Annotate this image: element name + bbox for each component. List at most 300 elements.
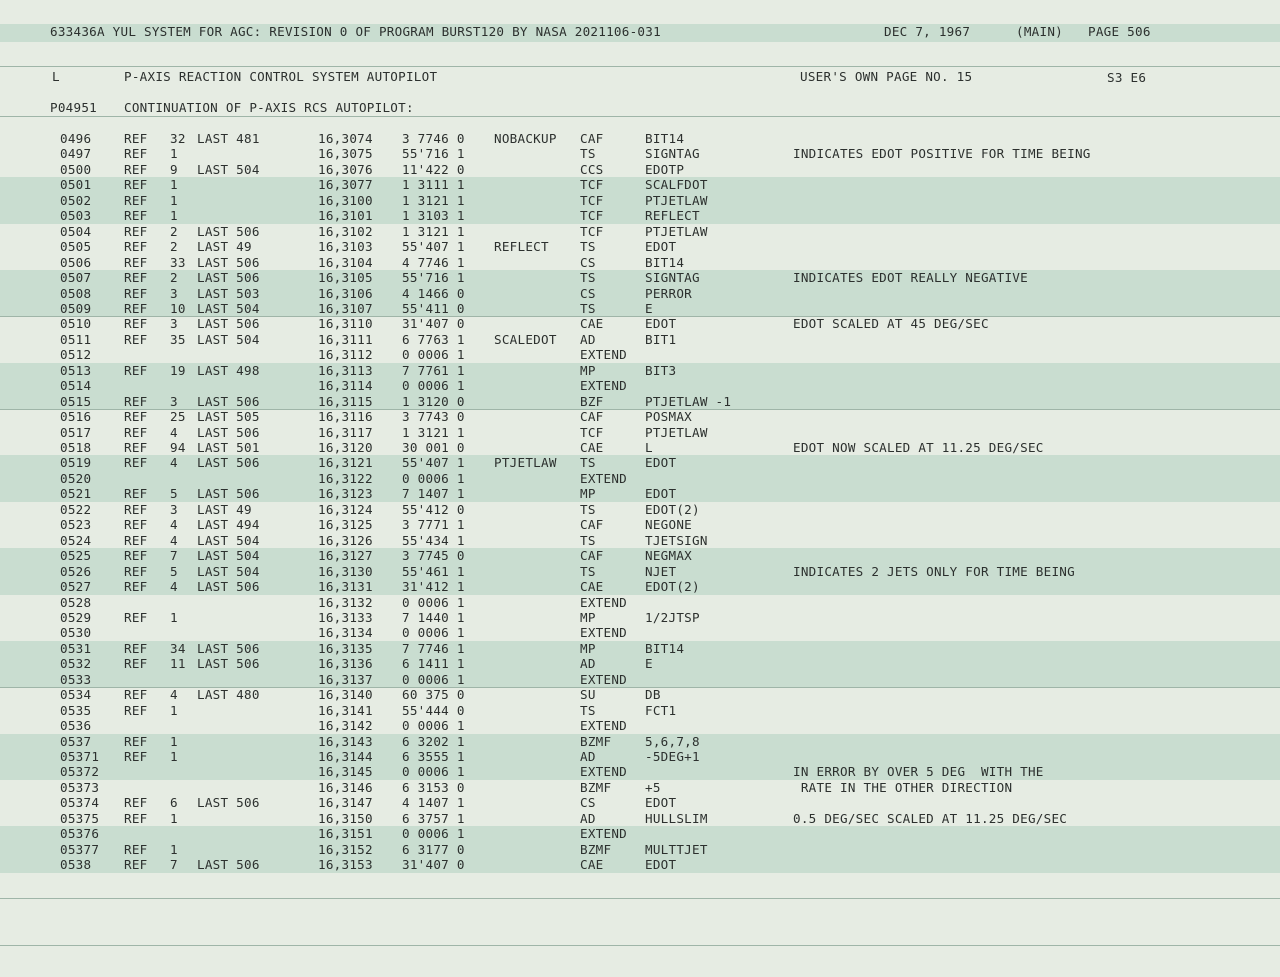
opcode: TS [580, 270, 596, 286]
opcode: CS [580, 795, 596, 811]
line-number: 05377 [60, 841, 100, 857]
line-number: 0506 [60, 254, 92, 270]
line-number: 0534 [60, 687, 92, 703]
ref-label: REF [124, 579, 148, 595]
operand: L [645, 440, 653, 455]
opcode: EXTEND [580, 764, 627, 780]
address: 16,3153 [318, 857, 373, 873]
operand: EDOT(2) [645, 501, 700, 517]
last-ref: LAST 481 [197, 131, 260, 146]
opcode: TS [580, 300, 596, 316]
opcode: CAF [580, 409, 604, 425]
line-number: 0508 [60, 285, 92, 301]
address: 16,3100 [318, 192, 373, 208]
address: 16,3147 [318, 795, 373, 811]
address: 16,3123 [318, 486, 373, 502]
address: 16,3145 [318, 764, 373, 780]
address: 16,3131 [318, 579, 373, 595]
line-number: 0531 [60, 640, 92, 656]
opcode: EXTEND [580, 347, 627, 363]
header-date: DEC 7, 1967 [884, 24, 971, 39]
row-band [0, 270, 1280, 286]
ref-count: 35 [170, 331, 186, 347]
ref-label: REF [124, 239, 148, 255]
address: 16,3146 [318, 779, 373, 795]
opcode: TS [580, 563, 596, 579]
octal-word: 1 3103 1 [402, 208, 465, 224]
opcode: CAF [580, 548, 604, 564]
octal-word: 6 3555 1 [402, 749, 465, 764]
address: 16,3151 [318, 826, 373, 842]
ref-count: 7 [170, 548, 178, 564]
ref-count: 1 [170, 810, 178, 826]
row-band [0, 286, 1280, 302]
opcode: BZMF [580, 779, 612, 795]
line-number: 0527 [60, 579, 92, 595]
line-number: 0496 [60, 131, 92, 146]
ref-label: REF [124, 331, 148, 347]
line-number: 0533 [60, 671, 92, 687]
opcode: CS [580, 254, 596, 270]
octal-word: 60 375 0 [402, 687, 465, 703]
operand: E [645, 656, 653, 672]
address: 16,3077 [318, 177, 373, 193]
ref-count: 1 [170, 208, 178, 224]
octal-word: 31'407 0 [402, 316, 465, 332]
line-number: 0507 [60, 270, 92, 286]
line-number: 0497 [60, 146, 92, 162]
row-band [0, 564, 1280, 580]
ref-count: 1 [170, 146, 178, 162]
row-band [0, 672, 1280, 688]
row-band [0, 579, 1280, 595]
octal-word: 1 3120 0 [402, 393, 465, 409]
address: 16,3150 [318, 810, 373, 826]
ref-count: 1 [170, 733, 178, 749]
octal-word: 0 0006 1 [402, 594, 465, 610]
octal-word: 3 7771 1 [402, 517, 465, 533]
ref-label: REF [124, 161, 148, 177]
line-number: 0514 [60, 378, 92, 394]
ref-label: REF [124, 486, 148, 502]
ref-label: REF [124, 795, 148, 811]
opcode: MP [580, 640, 596, 656]
comment: EDOT SCALED AT 45 DEG/SEC [793, 316, 989, 332]
row-band [0, 363, 1280, 379]
opcode: CCS [580, 161, 604, 177]
operand: -5DEG+1 [645, 749, 700, 764]
address: 16,3115 [318, 393, 373, 409]
line-number: 05374 [60, 795, 100, 811]
octal-word: 6 1411 1 [402, 656, 465, 672]
ref-label: REF [124, 270, 148, 286]
line-number: 0511 [60, 331, 92, 347]
opcode: TCF [580, 192, 604, 208]
line-number: 0512 [60, 347, 92, 363]
ref-label: REF [124, 810, 148, 826]
ref-count: 6 [170, 795, 178, 811]
ref-count: 3 [170, 501, 178, 517]
row-band [0, 764, 1280, 780]
opcode: CS [580, 285, 596, 301]
line-number: 0513 [60, 362, 92, 378]
octal-word: 1 3121 1 [402, 192, 465, 208]
opcode: CAE [580, 579, 604, 595]
address: 16,3152 [318, 841, 373, 857]
ref-label: REF [124, 146, 148, 162]
opcode: TS [580, 702, 596, 718]
address: 16,3114 [318, 378, 373, 394]
address: 16,3140 [318, 687, 373, 703]
opcode: EXTEND [580, 671, 627, 687]
line-number: 0525 [60, 548, 92, 564]
ref-label: REF [124, 285, 148, 301]
operand: BIT14 [645, 254, 685, 270]
ref-label: REF [124, 656, 148, 672]
operand: +5 [645, 779, 661, 795]
line-number: 0530 [60, 625, 92, 641]
last-ref: LAST 503 [197, 285, 260, 301]
operand: FCT1 [645, 702, 677, 718]
operand: SIGNTAG [645, 146, 700, 162]
operand: EDOT [645, 455, 677, 471]
opcode: TCF [580, 177, 604, 193]
operand: NEGMAX [645, 548, 692, 564]
ref-count: 1 [170, 609, 178, 625]
octal-word: 55'434 1 [402, 532, 465, 548]
line-number: 0521 [60, 486, 92, 502]
opcode: TS [580, 455, 596, 471]
operand: NEGONE [645, 517, 692, 533]
octal-word: 0 0006 1 [402, 826, 465, 842]
line-number: 0523 [60, 517, 92, 533]
row-band [0, 842, 1280, 858]
last-ref: LAST 506 [197, 455, 260, 471]
last-ref: LAST 504 [197, 548, 260, 564]
last-ref: LAST 501 [197, 440, 260, 455]
opcode: BZMF [580, 841, 612, 857]
opcode: TS [580, 532, 596, 548]
octal-word: 55'444 0 [402, 702, 465, 718]
operand: DB [645, 687, 661, 703]
line-number: 0537 [60, 733, 92, 749]
operand: TJETSIGN [645, 532, 708, 548]
line-number: 0536 [60, 718, 92, 734]
line-number: 0502 [60, 192, 92, 208]
octal-word: 1 3121 1 [402, 424, 465, 440]
address: 16,3136 [318, 656, 373, 672]
operand: E [645, 300, 653, 316]
ref-count: 3 [170, 285, 178, 301]
opcode: BZF [580, 393, 604, 409]
octal-word: 6 3177 0 [402, 841, 465, 857]
opcode: CAE [580, 316, 604, 332]
address: 16,3105 [318, 270, 373, 286]
address: 16,3127 [318, 548, 373, 564]
ref-count: 1 [170, 749, 178, 764]
ref-label: REF [124, 532, 148, 548]
last-ref: LAST 504 [197, 161, 260, 177]
line-number: 0529 [60, 609, 92, 625]
line-number: 0510 [60, 316, 92, 332]
line-number: 0535 [60, 702, 92, 718]
opcode: CAF [580, 131, 604, 146]
ref-label: REF [124, 841, 148, 857]
line-number: 0517 [60, 424, 92, 440]
operand: EDOT [645, 316, 677, 332]
octal-word: 30 001 0 [402, 440, 465, 455]
operand: EDOT [645, 857, 677, 873]
row-band [0, 734, 1280, 750]
octal-word: 55'411 0 [402, 300, 465, 316]
row-band [0, 548, 1280, 564]
row-band [0, 208, 1280, 224]
address: 16,3133 [318, 609, 373, 625]
header-page: PAGE 506 [1088, 24, 1151, 39]
ref-count: 25 [170, 409, 186, 425]
ref-count: 4 [170, 687, 178, 703]
opcode: TCF [580, 208, 604, 224]
line-number: 0532 [60, 656, 92, 672]
line-number: 0504 [60, 223, 92, 239]
ref-label: REF [124, 517, 148, 533]
address: 16,3113 [318, 362, 373, 378]
address: 16,3110 [318, 316, 373, 332]
operand: PTJETLAW -1 [645, 393, 732, 409]
opcode: TCF [580, 424, 604, 440]
operand: PTJETLAW [645, 223, 708, 239]
last-ref: LAST 506 [197, 254, 260, 270]
operand: PTJETLAW [645, 424, 708, 440]
row-band [0, 193, 1280, 209]
operand: SIGNTAG [645, 270, 700, 286]
opcode: MP [580, 362, 596, 378]
row-band [0, 301, 1280, 317]
address: 16,3144 [318, 749, 373, 764]
opcode: EXTEND [580, 378, 627, 394]
last-ref: LAST 498 [197, 362, 260, 378]
ref-label: REF [124, 254, 148, 270]
last-ref: LAST 504 [197, 563, 260, 579]
comment: EDOT NOW SCALED AT 11.25 DEG/SEC [793, 440, 1044, 455]
ref-count: 34 [170, 640, 186, 656]
address: 16,3132 [318, 594, 373, 610]
row-band [0, 641, 1280, 657]
line-number: 05375 [60, 810, 100, 826]
operand: PERROR [645, 285, 692, 301]
octal-word: 11'422 0 [402, 161, 465, 177]
ref-count: 3 [170, 316, 178, 332]
line-number: 0524 [60, 532, 92, 548]
operand: BIT14 [645, 131, 685, 146]
opcode: CAF [580, 517, 604, 533]
last-ref: LAST 506 [197, 640, 260, 656]
ref-label: REF [124, 687, 148, 703]
last-ref: LAST 506 [197, 223, 260, 239]
address: 16,3111 [318, 331, 373, 347]
comment: RATE IN THE OTHER DIRECTION [793, 779, 1013, 795]
ref-count: 94 [170, 440, 186, 455]
ref-count: 2 [170, 270, 178, 286]
last-ref: LAST 506 [197, 486, 260, 502]
octal-word: 55'407 1 [402, 239, 465, 255]
log-letter: L [52, 69, 60, 84]
last-ref: LAST 506 [197, 656, 260, 672]
opcode: EXTEND [580, 470, 627, 486]
section-title: P-AXIS REACTION CONTROL SYSTEM AUTOPILOT [124, 69, 438, 84]
address: 16,3120 [318, 440, 373, 455]
symbol-label: REFLECT [494, 239, 549, 255]
address: 16,3102 [318, 223, 373, 239]
row-band [0, 857, 1280, 873]
ref-label: REF [124, 192, 148, 208]
ref-count: 5 [170, 486, 178, 502]
ref-count: 1 [170, 192, 178, 208]
operand: 5,6,7,8 [645, 733, 700, 749]
row-band [0, 455, 1280, 471]
ref-label: REF [124, 424, 148, 440]
ref-count: 33 [170, 254, 186, 270]
comment: INDICATES 2 JETS ONLY FOR TIME BEING [793, 563, 1075, 579]
line-number: 0520 [60, 470, 92, 486]
line-number: 0503 [60, 208, 92, 224]
ref-count: 4 [170, 455, 178, 471]
last-ref: LAST 480 [197, 687, 260, 703]
opcode: AD [580, 331, 596, 347]
operand: EDOT(2) [645, 579, 700, 595]
ref-count: 4 [170, 532, 178, 548]
ref-label: REF [124, 362, 148, 378]
octal-word: 7 7761 1 [402, 362, 465, 378]
octal-word: 55'412 0 [402, 501, 465, 517]
octal-word: 1 3121 1 [402, 223, 465, 239]
operand: PTJETLAW [645, 192, 708, 208]
row-band [0, 177, 1280, 193]
ref-label: REF [124, 563, 148, 579]
address: 16,3141 [318, 702, 373, 718]
operand: BIT14 [645, 640, 685, 656]
octal-word: 0 0006 1 [402, 378, 465, 394]
operand: BIT3 [645, 362, 677, 378]
opcode: TCF [580, 223, 604, 239]
ref-label: REF [124, 393, 148, 409]
line-number: 0516 [60, 409, 92, 425]
operand: EDOT [645, 795, 677, 811]
page-codes: S3 E6 [1107, 70, 1147, 85]
ref-count: 11 [170, 656, 186, 672]
log-title: CONTINUATION OF P-AXIS RCS AUTOPILOT: [124, 100, 414, 115]
octal-word: 0 0006 1 [402, 764, 465, 780]
address: 16,3135 [318, 640, 373, 656]
ref-label: REF [124, 440, 148, 455]
row-band [0, 378, 1280, 394]
ref-count: 4 [170, 424, 178, 440]
octal-word: 55'407 1 [402, 455, 465, 471]
opcode: TS [580, 501, 596, 517]
ref-label: REF [124, 131, 148, 146]
comment: INDICATES EDOT POSITIVE FOR TIME BEING [793, 146, 1091, 162]
octal-word: 3 7746 0 [402, 131, 465, 146]
address: 16,3106 [318, 285, 373, 301]
address: 16,3103 [318, 239, 373, 255]
symbol-label: PTJETLAW [494, 455, 557, 471]
line-number: 0501 [60, 177, 92, 193]
ref-label: REF [124, 316, 148, 332]
line-number: 0509 [60, 300, 92, 316]
octal-word: 55'716 1 [402, 146, 465, 162]
octal-word: 31'412 1 [402, 579, 465, 595]
ref-count: 4 [170, 517, 178, 533]
opcode: CAE [580, 440, 604, 455]
ref-count: 3 [170, 393, 178, 409]
ref-label: REF [124, 733, 148, 749]
comment: IN ERROR BY OVER 5 DEG WITH THE [793, 764, 1044, 780]
comment: 0.5 DEG/SEC SCALED AT 11.25 DEG/SEC [793, 810, 1068, 826]
address: 16,3137 [318, 671, 373, 687]
octal-word: 3 7745 0 [402, 548, 465, 564]
row-band [0, 471, 1280, 487]
header-main: (MAIN) [1016, 24, 1063, 39]
octal-word: 0 0006 1 [402, 625, 465, 641]
line-number: 0519 [60, 455, 92, 471]
line-number: 05376 [60, 826, 100, 842]
opcode: EXTEND [580, 594, 627, 610]
ref-count: 1 [170, 177, 178, 193]
address: 16,3122 [318, 470, 373, 486]
ref-count: 1 [170, 841, 178, 857]
octal-word: 6 7763 1 [402, 331, 465, 347]
address: 16,3112 [318, 347, 373, 363]
operand: SCALFDOT [645, 177, 708, 193]
address: 16,3107 [318, 300, 373, 316]
line-number: 05371 [60, 749, 100, 764]
line-number: 0500 [60, 161, 92, 177]
address: 16,3074 [318, 131, 373, 146]
ref-label: REF [124, 749, 148, 764]
operand: NJET [645, 563, 677, 579]
ref-label: REF [124, 501, 148, 517]
last-ref: LAST 506 [197, 795, 260, 811]
opcode: EXTEND [580, 826, 627, 842]
opcode: TS [580, 146, 596, 162]
address: 16,3101 [318, 208, 373, 224]
address: 16,3116 [318, 409, 373, 425]
address: 16,3076 [318, 161, 373, 177]
address: 16,3075 [318, 146, 373, 162]
octal-word: 4 1466 0 [402, 285, 465, 301]
last-ref: LAST 506 [197, 270, 260, 286]
row-band [0, 486, 1280, 502]
row-band [0, 826, 1280, 842]
symbol-label: SCALEDOT [494, 331, 557, 347]
octal-word: 55'716 1 [402, 270, 465, 286]
operand: EDOT [645, 486, 677, 502]
octal-word: 7 1407 1 [402, 486, 465, 502]
operand: REFLECT [645, 208, 700, 224]
octal-word: 7 1440 1 [402, 609, 465, 625]
octal-word: 0 0006 1 [402, 470, 465, 486]
opcode: AD [580, 749, 596, 764]
last-ref: LAST 49 [197, 501, 252, 517]
row-band [0, 394, 1280, 410]
ref-label: REF [124, 857, 148, 873]
line-number: 05373 [60, 779, 100, 795]
address: 16,3117 [318, 424, 373, 440]
operand: 1/2JTSP [645, 609, 700, 625]
opcode: BZMF [580, 733, 612, 749]
ref-count: 2 [170, 223, 178, 239]
ref-count: 4 [170, 579, 178, 595]
